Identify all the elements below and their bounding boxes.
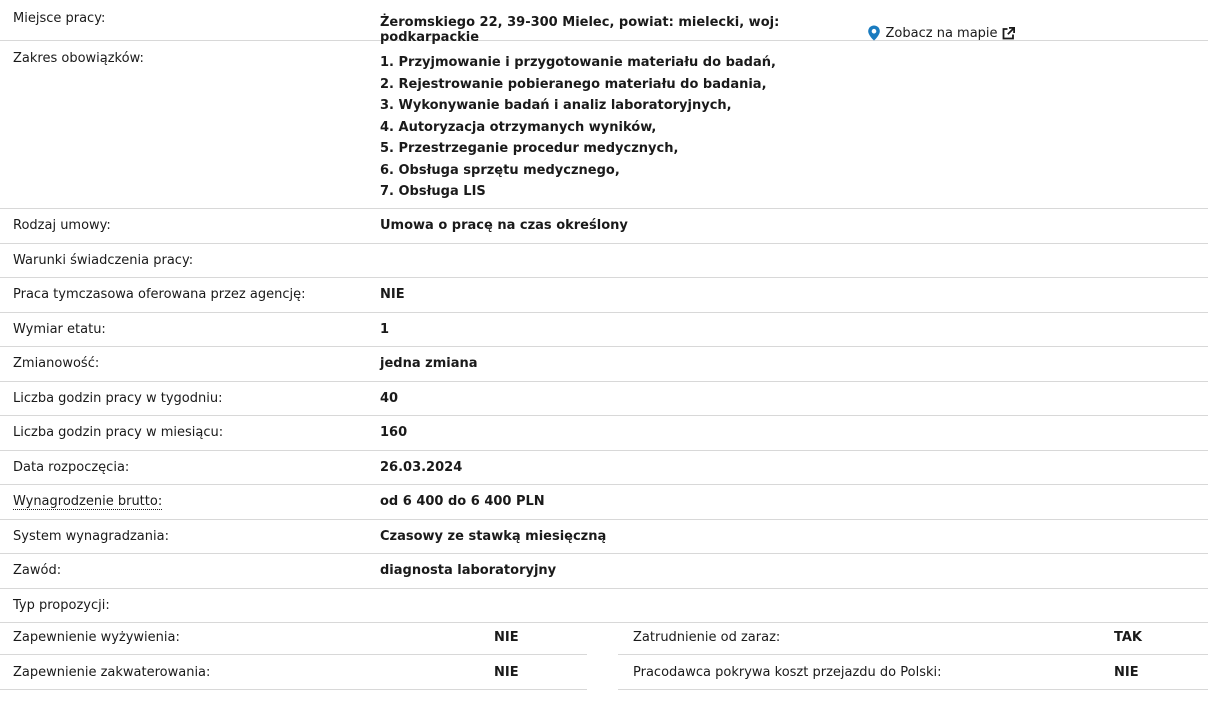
location-address: Żeromskiego 22, 39-300 Mielec, powiat: mielecki, woj: podkarpackie (380, 15, 780, 45)
row-pay-system (0, 520, 1208, 555)
contract-type-label: Rodzaj umowy: (13, 218, 111, 234)
hours-week-value: 40 (380, 390, 399, 406)
temporary-work-label: Praca tymczasowa oferowana przez agencję: (13, 287, 306, 303)
row-contract-type (0, 209, 1208, 244)
row-hours-week (0, 382, 1208, 417)
accommodation-value: NIE (494, 665, 519, 680)
duties-value (380, 41, 1208, 208)
fte-label: Wymiar etatu: (13, 321, 106, 337)
work-conditions-label: Warunki świadczenia pracy: (13, 252, 194, 268)
row-start-date (0, 451, 1208, 486)
duty-item: 3. Wykonywanie badań i analiz laboratoryjnych, (380, 98, 732, 113)
row-work-conditions (0, 244, 1208, 279)
duty-item: 5. Przestrzeganie procedur medycznych, (380, 141, 679, 156)
salary-label[interactable]: Wynagrodzenie brutto: (13, 494, 163, 510)
row-profession (0, 554, 1208, 589)
row-meals (0, 621, 587, 655)
shifts-value: jedna zmiana (380, 356, 478, 372)
location-value (380, 0, 1208, 45)
row-fte (0, 313, 1208, 348)
salary-value: od 6 400 do 6 400 PLN (380, 494, 545, 510)
immediate-employment-value: TAK (1114, 630, 1142, 645)
location-label: Miejsce pracy: (13, 11, 106, 26)
profession-label: Zawód: (13, 563, 62, 579)
fte-value: 1 (380, 321, 390, 337)
hours-month-value: 160 (380, 425, 408, 441)
duty-item: 6. Obsługa sprzętu medycznego, (380, 162, 620, 178)
travel-cost-label: Pracodawca pokrywa koszt przejazdu do Polski: (633, 665, 942, 680)
row-temporary-work (0, 278, 1208, 313)
row-offer-type (0, 589, 1208, 624)
duty-item: 4. Autoryzacja otrzymanych wyników, (380, 119, 657, 135)
hours-month-label: Liczba godzin pracy w miesiącu: (13, 425, 224, 441)
shifts-label: Zmianowość: (13, 356, 100, 372)
hours-week-label: Liczba godzin pracy w tygodniu: (13, 390, 223, 406)
duties-label: Zakres obowiązków: (13, 51, 144, 66)
row-immediate-employment (618, 621, 1208, 655)
duty-item: 2. Rejestrowanie pobieranego materiału do badania, (380, 76, 767, 92)
pay-system-value: Czasowy ze stawką miesięczną (380, 528, 607, 544)
immediate-employment-label: Zatrudnienie od zaraz: (633, 630, 781, 645)
travel-cost-value: NIE (1114, 665, 1139, 680)
external-link-icon (1002, 27, 1015, 40)
row-hours-month (0, 416, 1208, 451)
row-travel-cost (618, 656, 1208, 690)
row-accommodation (0, 656, 587, 690)
pay-system-label: System wynagradzania: (13, 528, 169, 544)
row-location (0, 0, 1208, 45)
duty-item: 7. Obsługa LIS (380, 184, 486, 199)
temporary-work-value: NIE (380, 287, 405, 303)
start-date-label: Data rozpoczęcia: (13, 459, 130, 475)
map-link-label: Zobacz na mapie (885, 25, 998, 41)
location-pin-icon (867, 25, 881, 41)
map-link[interactable] (867, 25, 1015, 41)
contract-type-value: Umowa o pracę na czas określony (380, 218, 628, 234)
start-date-value: 26.03.2024 (380, 459, 463, 475)
profession-value: diagnosta laboratoryjny (380, 563, 557, 579)
duty-item: 1. Przyjmowanie i przygotowanie materiału do badań, (380, 55, 776, 70)
duties-list (380, 52, 1208, 203)
row-shifts (0, 347, 1208, 382)
offer-type-label: Typ propozycji: (13, 597, 110, 613)
row-duties (0, 41, 1208, 209)
meals-label: Zapewnienie wyżywienia: (13, 630, 180, 645)
meals-value: NIE (494, 630, 519, 645)
salary-label-cell (0, 494, 380, 509)
row-salary (0, 485, 1208, 520)
accommodation-label: Zapewnienie zakwaterowania: (13, 665, 211, 680)
